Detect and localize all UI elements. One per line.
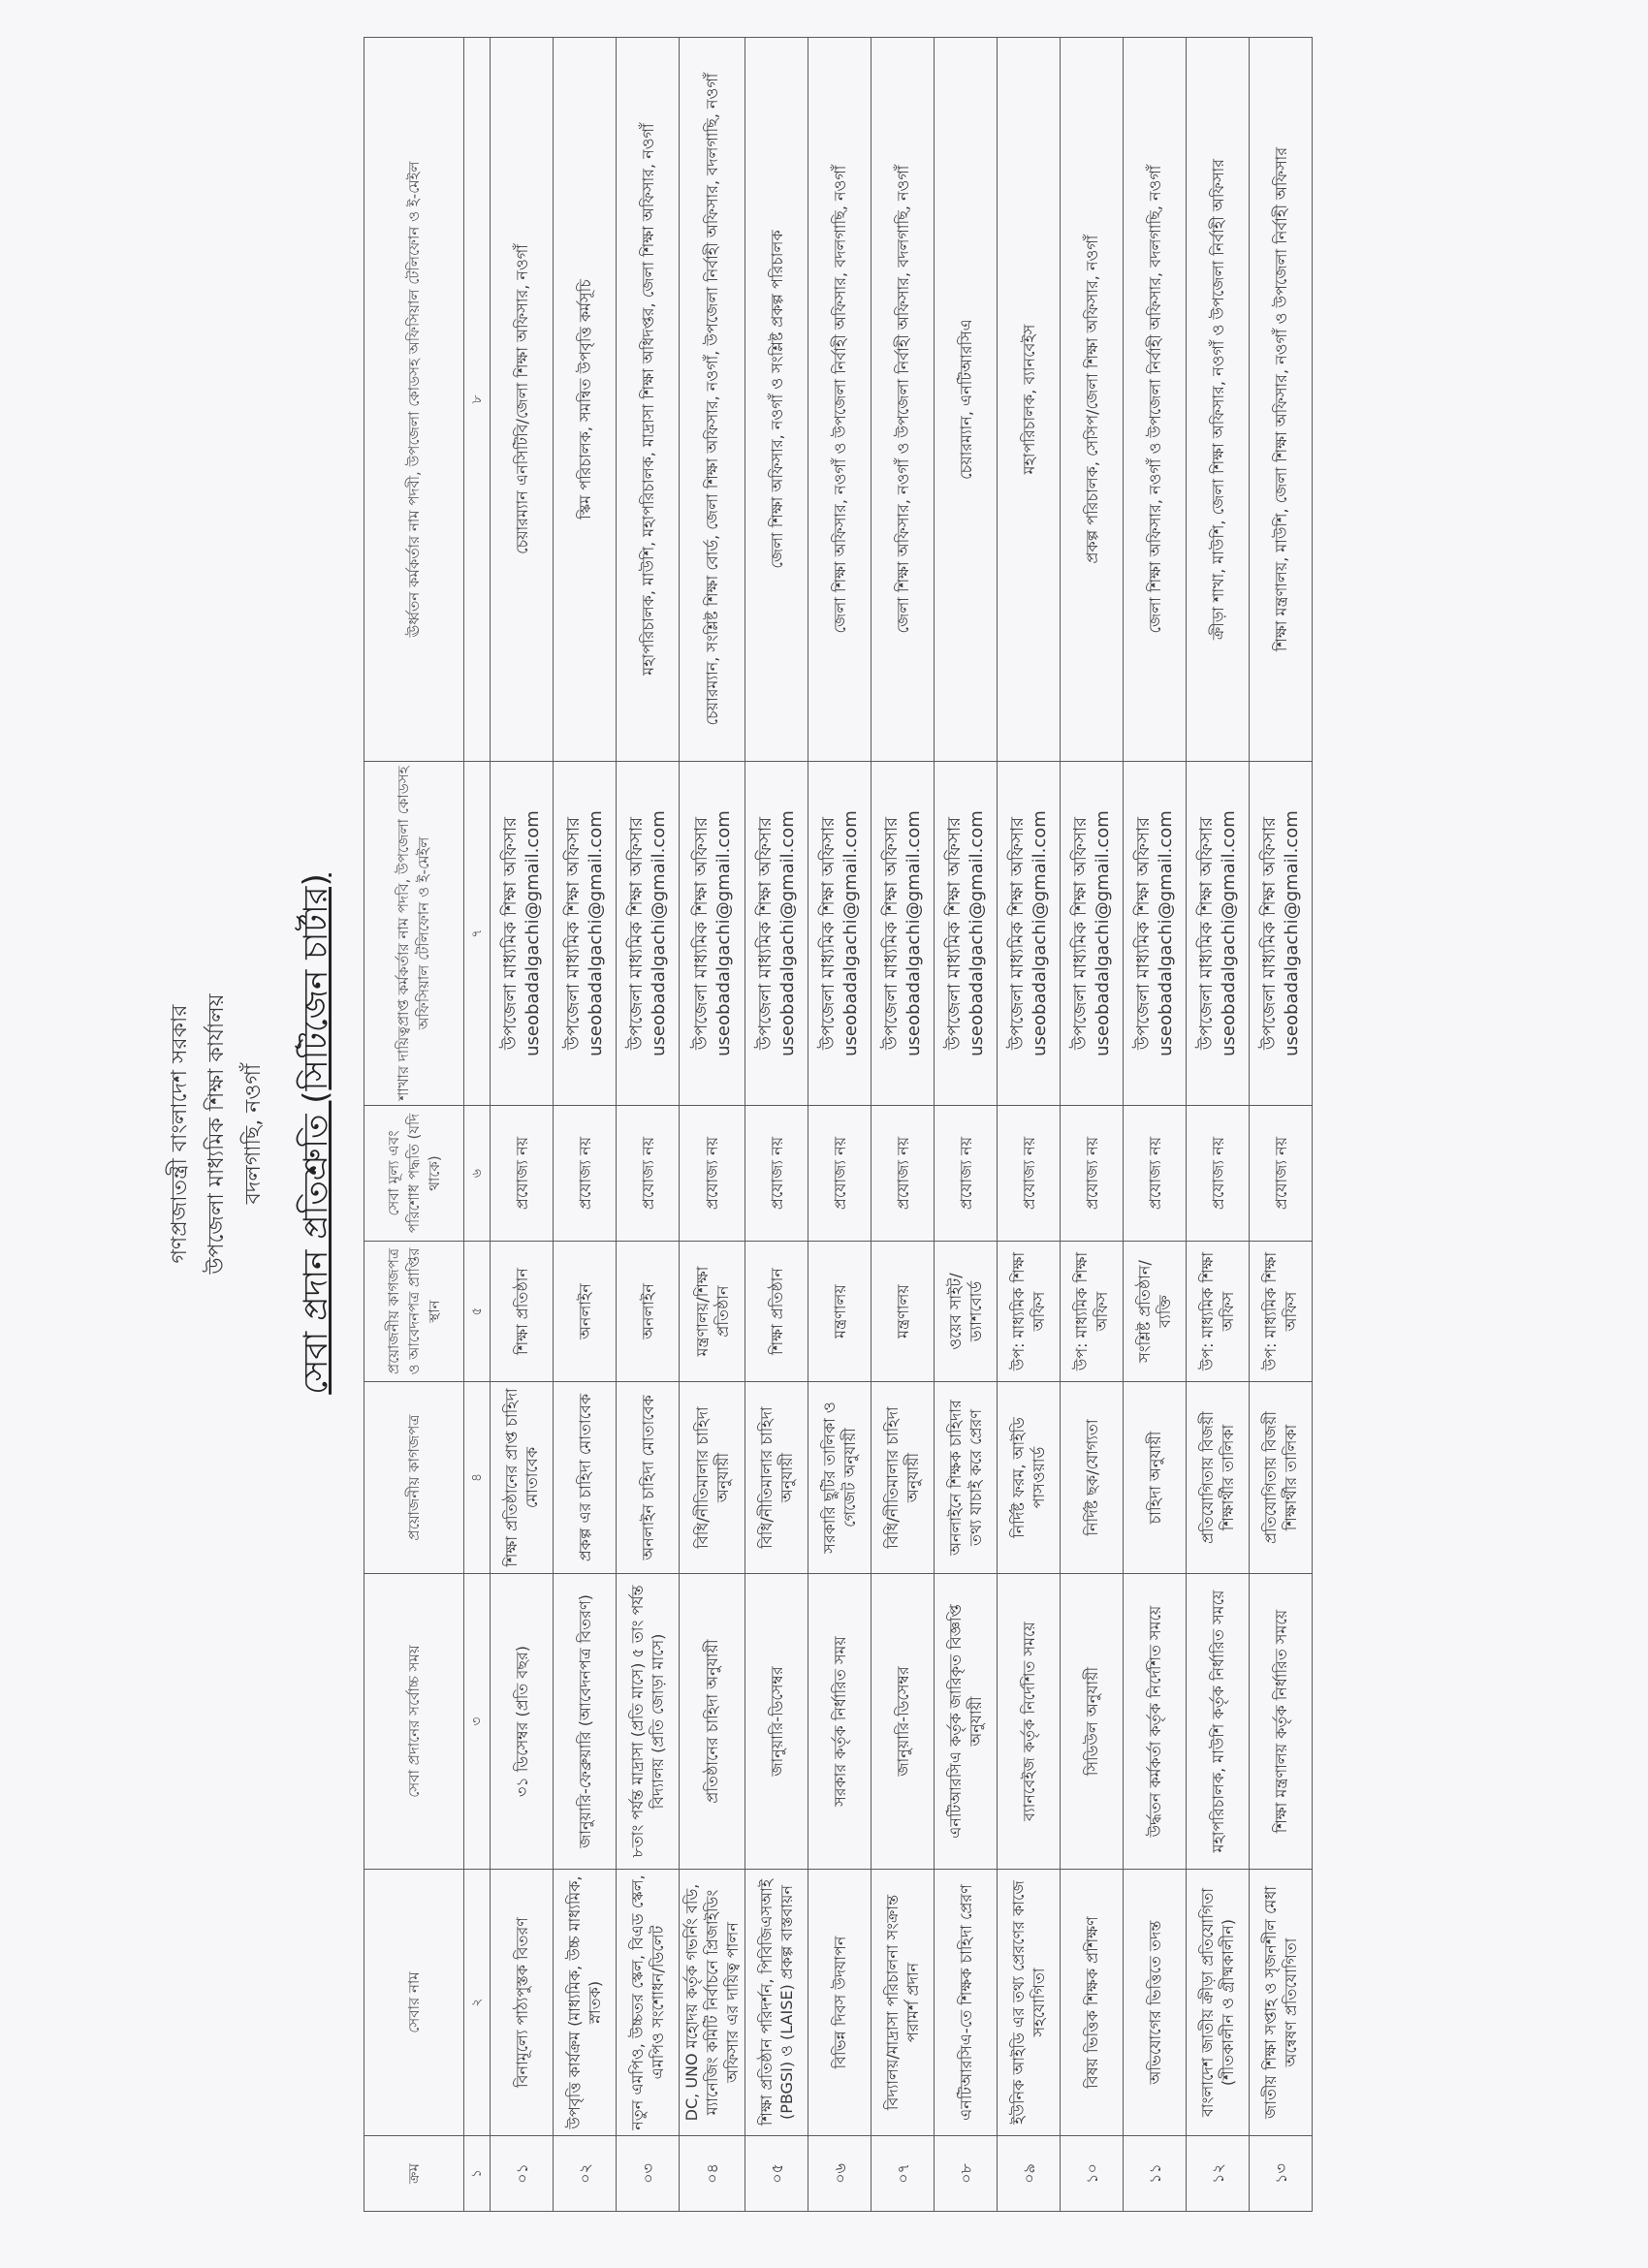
table-row <box>617 38 680 2212</box>
table-cell: ইউনিক আইডি এর তথ্য প্রেরণের কাজে সহযোগিতা <box>998 1870 1061 2136</box>
table-row <box>1124 38 1187 2212</box>
table-row <box>935 38 998 2212</box>
column-header: সেবার নাম <box>364 1870 464 2136</box>
table-cell: অনলাইন <box>617 1242 680 1382</box>
citizen-charter-table <box>364 37 1313 2212</box>
column-number: ৬ <box>464 1106 491 1242</box>
table-cell: মন্ত্রণালয় <box>872 1242 935 1382</box>
table-cell: ১২ <box>1187 2136 1250 2212</box>
table-cell: জেলা শিক্ষা অফিসার, নওগাঁ ও উপজেলা নির্বাহী অফিসার, বদলগাছি, নওগাঁ <box>1124 38 1187 762</box>
table-cell: বিষয় ভিত্তিক শিক্ষক প্রশিক্ষণ <box>1061 1870 1124 2136</box>
column-header: ক্রম <box>364 2136 464 2212</box>
table-cell: প্রতিষ্ঠানের চাহিদা অনুযায়ী <box>680 1574 745 1870</box>
table-cell: প্রকল্প পরিচালক, সেসিপ/জেলা শিক্ষা অফিসার, নওগাঁ <box>1061 38 1124 762</box>
table-cell: প্রযোজ্য নয় <box>1061 1106 1124 1242</box>
table-cell: উপজেলা মাধ্যমিক শিক্ষা অফিসার useobadalgachi@gmail.com <box>808 762 872 1106</box>
table-cell: এনটিআরসিএ-তে শিক্ষক চাহিদা প্রেরণ <box>935 1870 998 2136</box>
table-cell: ১১ <box>1124 2136 1187 2212</box>
table-cell: চেয়ারম্যান, এনটিআরসিএ <box>935 38 998 762</box>
table-cell: মন্ত্রণালয় <box>808 1242 872 1382</box>
table-cell: প্রতিযোগিতায় বিজয়ী শিক্ষার্থীর তালিকা <box>1250 1382 1313 1574</box>
table-cell: উপজেলা মাধ্যমিক শিক্ষা অফিসার useobadalgachi@gmail.com <box>491 762 554 1106</box>
table-cell: নির্দিষ্ট ফরম, আইডি পাসওয়ার্ড <box>998 1382 1061 1574</box>
column-number: ৪ <box>464 1382 491 1574</box>
table-cell: নতুন এমপিও, উচ্চতর স্কেল, বিএড স্কেল, এমপিও সংশোধন/ডিলেট <box>617 1870 680 2136</box>
table-cell: মহাপরিচালক, মাউশি, মহাপরিচালক, মাদ্রাসা শিক্ষা অধিদপ্তর, জেলা শিক্ষা অফিসার, নওগাঁ <box>617 38 680 762</box>
table-cell: শিক্ষা প্রতিষ্ঠান <box>745 1242 808 1382</box>
table-cell: বাংলাদেশ জাতীয় ক্রীড়া প্রতিযোগিতা (শীতকালীন ও গ্রীষ্মকালীন) <box>1187 1870 1250 2136</box>
table-cell: উপজেলা মাধ্যমিক শিক্ষা অফিসার useobadalgachi@gmail.com <box>1124 762 1187 1106</box>
column-number-row <box>464 38 491 2212</box>
table-cell: ওয়েব সাইট/ড্যাশবোর্ড <box>935 1242 998 1382</box>
column-header: ঊর্ধ্বতন কর্মকর্তার নাম পদবী, উপজেলা কোডসহ অফিসিয়াল টেলিফোন ও ই-মেইল <box>364 38 464 762</box>
table-cell: অভিযোগের ভিত্তিতে তদন্ত <box>1124 1870 1187 2136</box>
table-cell: উপজেলা মাধ্যমিক শিক্ষা অফিসার useobadalgachi@gmail.com <box>872 762 935 1106</box>
table-cell: উপজেলা মাধ্যমিক শিক্ষা অফিসার useobadalgachi@gmail.com <box>1061 762 1124 1106</box>
table-cell: প্রযোজ্য নয় <box>1124 1106 1187 1242</box>
table-cell: প্রযোজ্য নয় <box>617 1106 680 1242</box>
column-number: ৫ <box>464 1242 491 1382</box>
table-cell: উপজেলা মাধ্যমিক শিক্ষা অফিসার useobadalgachi@gmail.com <box>998 762 1061 1106</box>
table-cell: ০৩ <box>617 2136 680 2212</box>
table-cell: অনলাইন <box>554 1242 617 1382</box>
table-cell: স্কিম পরিচালক, সমন্বিত উপবৃত্তি কর্মসূচি <box>554 38 617 762</box>
table-row <box>872 38 935 2212</box>
table-cell: ০৯ <box>998 2136 1061 2212</box>
table-cell: উপজেলা মাধ্যমিক শিক্ষা অফিসার useobadalgachi@gmail.com <box>745 762 808 1106</box>
column-header: শাখার দায়িত্বপ্রাপ্ত কর্মকর্তার নাম পদবি, উপজেলা কোডসহ অফিসিয়াল টেলিফোন ও ই-মেইল <box>364 762 464 1106</box>
table-cell: জানুয়ারি-ফেব্রুয়ারি (আবেদনপত্র বিতরণ) <box>554 1574 617 1870</box>
table-cell: বিদ্যালয়/মাদ্রাসা পরিচালনা সংক্রান্ত পরামর্শ প্রদান <box>872 1870 935 2136</box>
table-cell: উপজেলা মাধ্যমিক শিক্ষা অফিসার useobadalgachi@gmail.com <box>617 762 680 1106</box>
table-row <box>1250 38 1313 2212</box>
table-cell: উপ: মাধ্যমিক শিক্ষা অফিস <box>1061 1242 1124 1382</box>
table-cell: উপ: মাধ্যমিক শিক্ষা অফিস <box>1187 1242 1250 1382</box>
table-row <box>745 38 808 2212</box>
table-cell: ০৭ <box>872 2136 935 2212</box>
column-number: ২ <box>464 1870 491 2136</box>
table-cell: মহাপরিচালক, মাউশি কর্তৃক নির্ধারিত সময়ে <box>1187 1574 1250 1870</box>
table-cell: জাতীয় শিক্ষা সপ্তাহ ও সৃজনশীল মেধা অন্বেষণ প্রতিযোগিতা <box>1250 1870 1313 2136</box>
table-cell: জানুয়ারি-ডিসেম্বর <box>872 1574 935 1870</box>
table-cell: মহাপরিচালক, ব্যানবেইস <box>998 38 1061 762</box>
table-cell: বিধি/নীতিমালার চাহিদা অনুযায়ী <box>680 1382 745 1574</box>
table-cell: বিধি/নীতিমালার চাহিদা অনুযায়ী <box>872 1382 935 1574</box>
table-cell: অনলাইনে শিক্ষক চাহিদার তথ্য যাচাই করে প্রেরণ <box>935 1382 998 1574</box>
header-row <box>364 38 464 2212</box>
column-header: প্রয়োজনীয় কাগজপত্র <box>364 1382 464 1574</box>
table-body <box>491 38 1313 2212</box>
column-header: প্রয়োজনীয় কাগজপত্র ও আবেদনপত্র প্রাপ্তির স্থান <box>364 1242 464 1382</box>
table-cell: উপজেলা মাধ্যমিক শিক্ষা অফিসার useobadalgachi@gmail.com <box>1187 762 1250 1106</box>
table-row <box>1061 38 1124 2212</box>
table-cell: সরকারি ছুটির তালিকা ও গেজেট অনুযায়ী <box>808 1382 872 1574</box>
column-number: ৩ <box>464 1574 491 1870</box>
table-row <box>680 38 745 2212</box>
table-cell: উপ: মাধ্যমিক শিক্ষা অফিস <box>1250 1242 1313 1382</box>
table-cell: বিধি/নীতিমালার চাহিদা অনুযায়ী <box>745 1382 808 1574</box>
citizen-charter-table-wrap <box>364 38 1313 2212</box>
table-cell: প্রযোজ্য নয় <box>935 1106 998 1242</box>
table-cell: এনটিআরসিএ কর্তৃক জারিকৃত বিজ্ঞপ্তি অনুযায়ী <box>935 1574 998 1870</box>
table-cell: প্রযোজ্য নয় <box>745 1106 808 1242</box>
table-row <box>554 38 617 2212</box>
table-cell: প্রতিযোগিতায় বিজয়ী শিক্ষার্থীর তালিকা <box>1187 1382 1250 1574</box>
column-header: সেবা মূল্য এবং পরিশোধ পদ্ধতি (যদি থাকে) <box>364 1106 464 1242</box>
table-row <box>998 38 1061 2212</box>
table-cell: জেলা শিক্ষা অফিসার, নওগাঁ ও সংশ্লিষ্ট প্রকল্প পরিচালক <box>745 38 808 762</box>
table-cell: উপ: মাধ্যমিক শিক্ষা অফিস <box>998 1242 1061 1382</box>
table-cell: চাহিদা অনুযায়ী <box>1124 1382 1187 1574</box>
table-cell: জানুয়ারি-ডিসেম্বর <box>745 1574 808 1870</box>
table-cell: প্রযোজ্য নয় <box>1250 1106 1313 1242</box>
table-cell: উপজেলা মাধ্যমিক শিক্ষা অফিসার useobadalgachi@gmail.com <box>1250 762 1313 1106</box>
table-cell: শিক্ষা মন্ত্রণালয় কর্তৃক নির্ধারিত সময়ে <box>1250 1574 1313 1870</box>
column-number: ১ <box>464 2136 491 2212</box>
table-cell: প্রযোজ্য নয় <box>680 1106 745 1242</box>
table-cell: প্রযোজ্য নয় <box>872 1106 935 1242</box>
table-cell: অনলাইন চাহিদা মোতাবেক <box>617 1382 680 1574</box>
table-cell: শিক্ষা প্রতিষ্ঠান <box>491 1242 554 1382</box>
table-cell: বিনামূল্যে পাঠ্যপুস্তক বিতরণ <box>491 1870 554 2136</box>
table-cell: ১৩ <box>1250 2136 1313 2212</box>
column-number: ৮ <box>464 38 491 762</box>
table-cell: প্রযোজ্য নয় <box>1187 1106 1250 1242</box>
column-header: সেবা প্রদানের সর্বোচ্চ সময় <box>364 1574 464 1870</box>
table-cell: ৮তাং পর্যন্ত মাদ্রাসা (প্রতি মাসে) ৫ তাং পর্যন্ত বিদ্যালয় (প্রতি জোড়া মাসে) <box>617 1574 680 1870</box>
table-cell: সরকার কর্তৃক নির্ধারিত সময় <box>808 1574 872 1870</box>
table-cell: জেলা শিক্ষা অফিসার, নওগাঁ ও উপজেলা নির্বাহী অফিসার, বদলগাছি, নওগাঁ <box>872 38 935 762</box>
location-heading: বদলগাছি, নওগাঁ <box>241 1063 266 1205</box>
table-cell: উপজেলা মাধ্যমিক শিক্ষা অফিসার useobadalgachi@gmail.com <box>935 762 998 1106</box>
table-cell: প্রযোজ্য নয় <box>554 1106 617 1242</box>
table-cell: উর্দ্ধতন কর্মকর্তা কর্তৃক নির্দেশিত সময়ে <box>1124 1574 1187 1870</box>
table-row <box>808 38 872 2212</box>
table-cell: ৩১ ডিসেম্বর (প্রতি বছর) <box>491 1574 554 1870</box>
table-cell: ০৪ <box>680 2136 745 2212</box>
table-cell: ০২ <box>554 2136 617 2212</box>
table-cell: ০৬ <box>808 2136 872 2212</box>
table-cell: জেলা শিক্ষা অফিসার, নওগাঁ ও উপজেলা নির্বাহী অফিসার, বদলগাছি, নওগাঁ <box>808 38 872 762</box>
table-cell: ১০ <box>1061 2136 1124 2212</box>
office-heading: উপজেলা মাধ্যমিক শিক্ষা কার্যালয় <box>205 993 229 1275</box>
table-cell: মন্ত্রণালয়/শিক্ষা প্রতিষ্ঠান <box>680 1242 745 1382</box>
table-cell: উপজেলা মাধ্যমিক শিক্ষা অফিসার useobadalgachi@gmail.com <box>680 762 745 1106</box>
table-cell: প্রকল্প এর চাহিদা মোতাবেক <box>554 1382 617 1574</box>
table-cell: শিক্ষা মন্ত্রণালয়, মাউশি, জেলা শিক্ষা অফিসার, নওগাঁ ও উপজেলা নির্বাহী অফিসার <box>1250 38 1313 762</box>
table-cell: শিক্ষা প্রতিষ্ঠানের প্রাপ্ত চাহিদা মোতাবেক <box>491 1382 554 1574</box>
table-cell: শিক্ষা প্রতিষ্ঠান পরিদর্শন, পিবিজিএসআই (PBGSI) ও (LAISE) প্রকল্প বাস্তবায়ন <box>745 1870 808 2136</box>
table-cell: উপবৃত্তি কার্যক্রম (মাধ্যমিক, উচ্চ মাধ্যমিক, স্নাতক) <box>554 1870 617 2136</box>
column-number: ৭ <box>464 762 491 1106</box>
table-cell: ০১ <box>491 2136 554 2212</box>
table-cell: নির্দিষ্ট ছক/যোগ্যতা <box>1061 1382 1124 1574</box>
page-title: সেবা প্রদান প্রতিশ্রুতি (সিটিজেন চার্টার) <box>297 873 335 1395</box>
table-cell: প্রযোজ্য নয় <box>808 1106 872 1242</box>
table-row <box>491 38 554 2212</box>
table-cell: ক্রীড়া শাখা, মাউশি, জেলা শিক্ষা অফিসার, নওগাঁ ও উপজেলা নির্বাহী অফিসার <box>1187 38 1250 762</box>
table-cell: DC, UNO মহোদয় কর্তৃক গভর্নিং বডি, ম্যানেজিং কমিটি নির্বাচনে প্রিজাইডিং অফিসার এর দায়িত্ব পালন <box>680 1870 745 2136</box>
table-cell: সিডিউল অনুযায়ী <box>1061 1574 1124 1870</box>
table-row <box>1187 38 1250 2212</box>
table-cell: চেয়ারম্যান এনসিটিবি/জেলা শিক্ষা অফিসার, নওগাঁ <box>491 38 554 762</box>
table-cell: সংশ্লিষ্ট প্রতিষ্ঠান/ব্যক্তি <box>1124 1242 1187 1382</box>
table-cell: ০৮ <box>935 2136 998 2212</box>
table-cell: ০৫ <box>745 2136 808 2212</box>
govt-heading: গণপ্রজাতন্ত্রী বাংলাদেশ সরকার <box>168 1004 192 1264</box>
table-cell: বিভিন্ন দিবস উদযাপন <box>808 1870 872 2136</box>
table-cell: উপজেলা মাধ্যমিক শিক্ষা অফিসার useobadalgachi@gmail.com <box>554 762 617 1106</box>
table-cell: প্রযোজ্য নয় <box>998 1106 1061 1242</box>
table-cell: চেয়ারম্যান, সংশ্লিষ্ট শিক্ষা বোর্ড, জেলা শিক্ষা অফিসার, নওগাঁ, উপজেলা নির্বাহী অফিসার, বদলগাছি, নওগাঁ <box>680 38 745 762</box>
table-cell: ব্যানবেইজ কর্তৃক নির্দেশিত সময়ে <box>998 1574 1061 1870</box>
table-cell: প্রযোজ্য নয় <box>491 1106 554 1242</box>
